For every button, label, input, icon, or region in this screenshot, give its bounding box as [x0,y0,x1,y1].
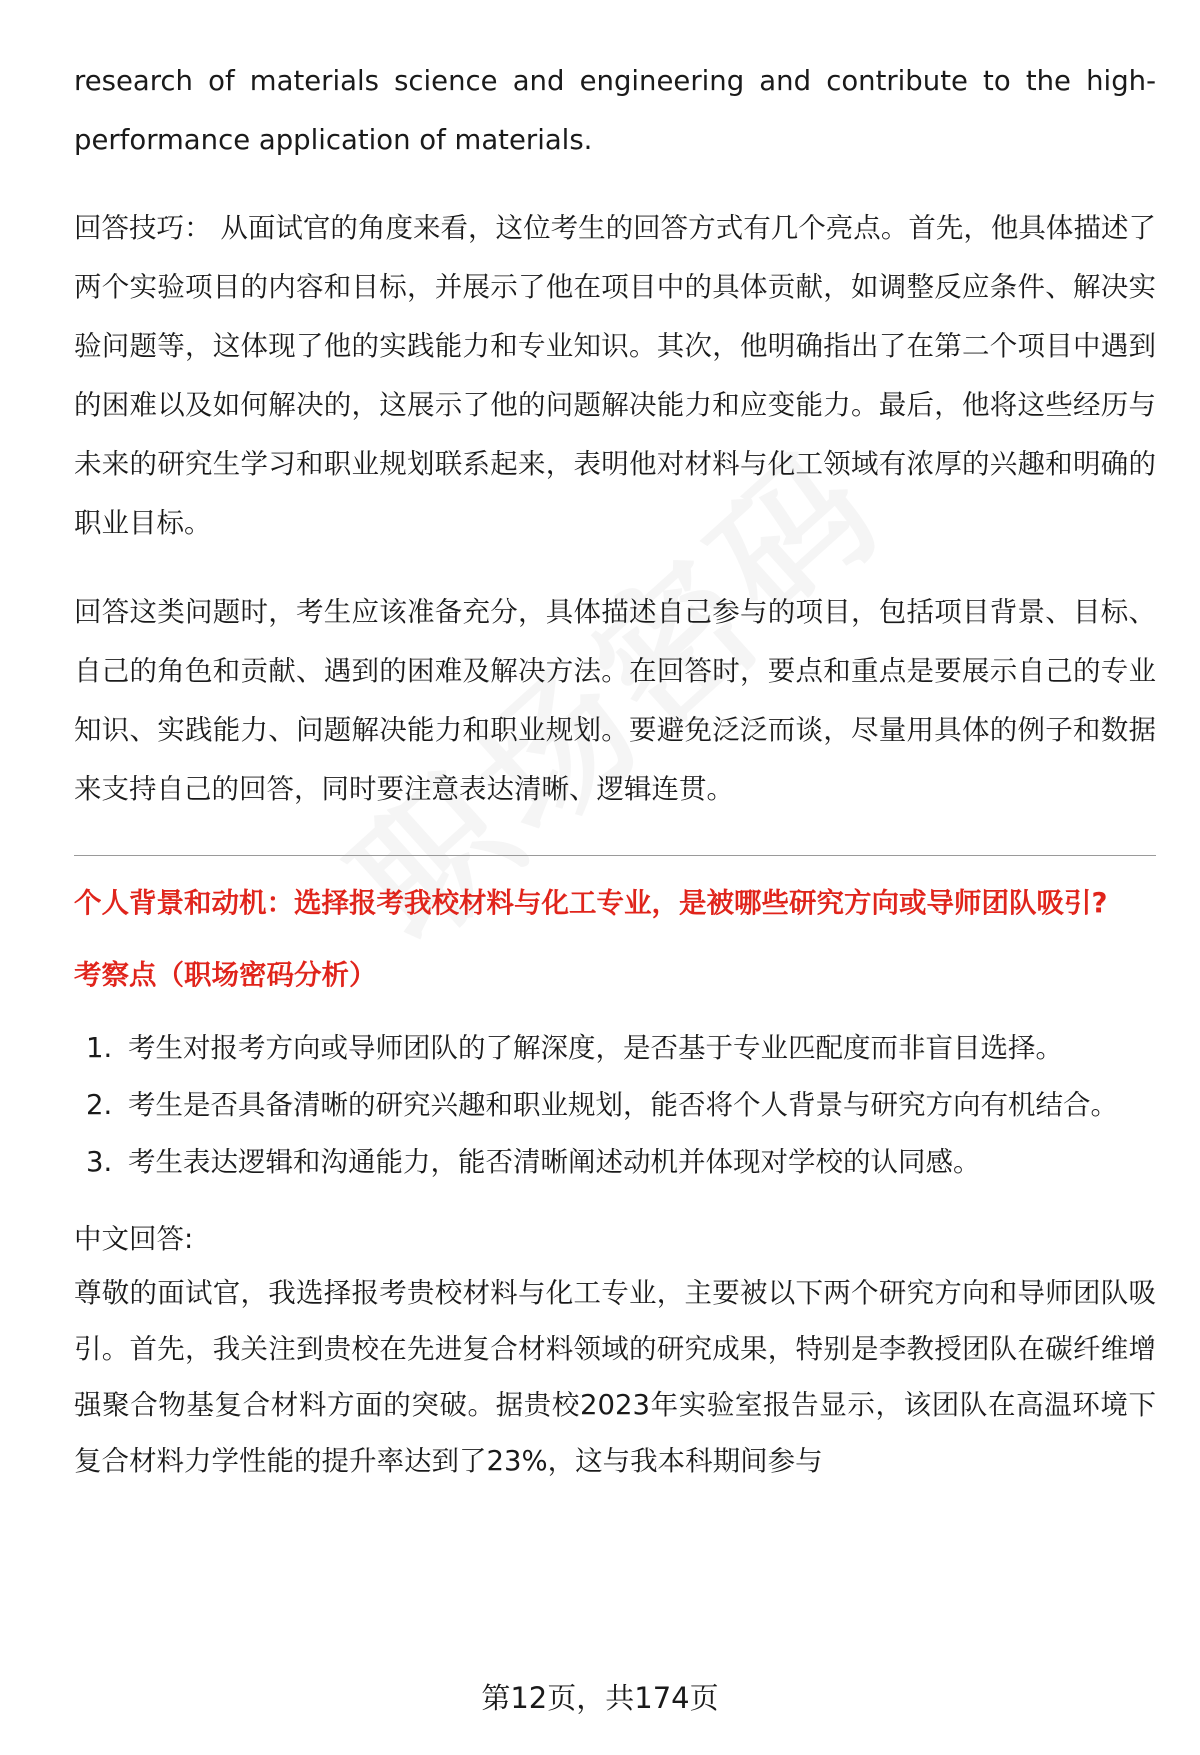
section-divider [74,855,1156,856]
list-number: 3. [86,1146,113,1178]
page-footer: 第12页，共174页 [481,1681,719,1715]
list-item-text: 考生表达逻辑和沟通能力，能否清晰阐述动机并体现对学校的认同感。 [128,1146,981,1178]
advice-paragraph: 回答这类问题时，考生应该准备充分，具体描述自己参与的项目，包括项目背景、目标、自己的角色和贡献、遇到的困难及解决方法。在回答时，要点和重点是要展示自己的专业知识、实践能力、问题解决能力和职业规划。要避免泛泛而谈，尽量用具体的例子和数据来支持自己的回答，同时要注意表达清晰、逻辑连贯。 [74,596,1156,805]
intro-continuation: research of materials science and engineering and contribute to the high-performance application of materials. [74,65,1156,156]
list-item [74,1077,1156,1134]
list-number: 2. [86,1089,113,1121]
focus-heading: 考察点（职场密码分析） [74,959,377,991]
list-item-text: 考生对报考方向或导师团队的了解深度，是否基于专业匹配度而非盲目选择。 [128,1032,1063,1064]
question-heading: 个人背景和动机：选择报考我校材料与化工专业，是被哪些研究方向或导师团队吸引? [74,887,1108,919]
list-item [74,1020,1156,1077]
tips-paragraph: 回答技巧： 从面试官的角度来看，这位考生的回答方式有几个亮点。首先，他具体描述了两个实验项目的内容和目标，并展示了他在项目中的具体贡献，如调整反应条件、解决实验问题等，这体现了他的实践能力和专业知识。其次，他明确指出了在第二个项目中遇到的困难以及如何解决的，这展示了他的问题解决能力和应变能力。最后，他将这些经历与未来的研究生学习和职业规划联系起来，表明他对材料与化工领域有浓厚的兴趣和明确的职业目标。 [74,212,1156,539]
list-item-text: 考生是否具备清晰的研究兴趣和职业规划，能否将个人背景与研究方向有机结合。 [128,1089,1118,1121]
answer-body: 尊敬的面试官，我选择报考贵校材料与化工专业，主要被以下两个研究方向和导师团队吸引。首先，我关注到贵校在先进复合材料领域的研究成果，特别是李教授团队在碳纤维增强聚合物基复合材料方面的突破。据贵校2023年实验室报告显示，该团队在高温环境下复合材料力学性能的提升率达到了23%，这与我本科期间参与 [74,1277,1156,1477]
list-number: 1. [86,1032,113,1064]
answer-label: 中文回答: [74,1223,194,1255]
document-page [74,52,1156,1489]
list-item [74,1134,1156,1191]
focus-points-list [74,1020,1156,1191]
